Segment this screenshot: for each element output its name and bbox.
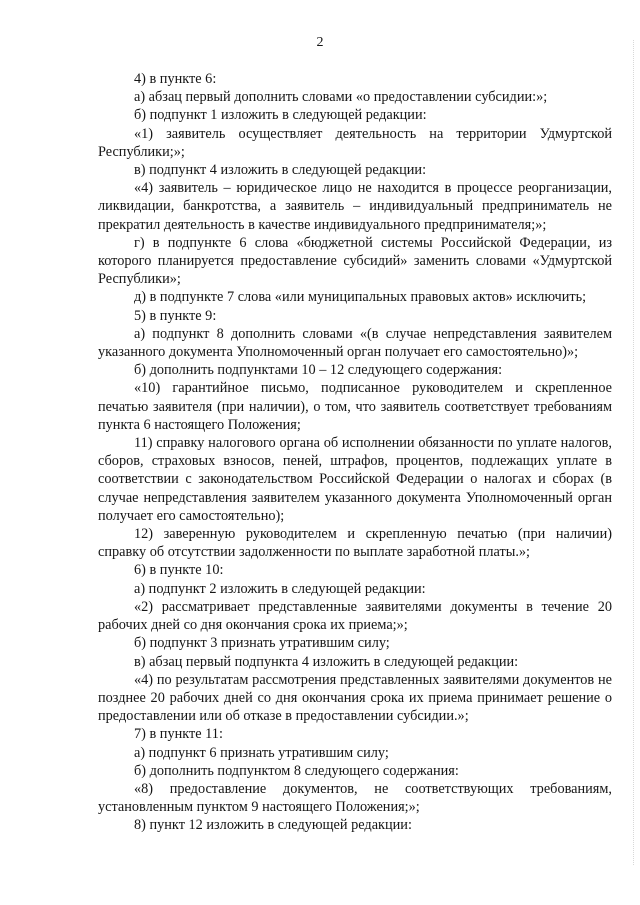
paragraph: б) дополнить подпунктами 10 – 12 следующего содержания:: [134, 362, 503, 379]
paragraph: «4) по результатам рассмотрения представленных заявителями документов не позднее 20 рабочих дней со дня окончания срока их приема принимает решение о предоставлении или об отказе в предоставлении субсидии.»;: [98, 671, 612, 725]
scan-edge-divider: [632, 40, 634, 865]
page-number: 2: [316, 35, 324, 50]
paragraph: в) подпункт 4 изложить в следующей редакции:: [134, 162, 427, 179]
paragraph: 12) заверенную руководителем и скрепленную печатью (при наличии) справку об отсутствии задолженности по выплате заработной платы.»;: [98, 526, 612, 561]
paragraph: 7) в пункте 11:: [134, 726, 223, 743]
paragraph: 6) в пункте 10:: [134, 562, 224, 579]
paragraph: 11) справку налогового органа об исполнении обязанности по уплате налогов, сборов, страховых взносов, пеней, штрафов, процентов, подлежащих уплате в соответствии с законодательством Российской Федерации о налогах и сборах (в случае непредставления заявителем указанного документа Уполномоченный орган получает его самостоятельно);: [98, 435, 612, 524]
paragraph: а) подпункт 2 изложить в следующей редакции:: [134, 580, 426, 597]
paragraph: 8) пункт 12 изложить в следующей редакции:: [134, 817, 412, 834]
paragraph: а) подпункт 6 признать утратившим силу;: [134, 744, 389, 761]
paragraph: «8) предоставление документов, не соответствующих требованиям, установленным пунктом 9 настоящего Положения;»;: [98, 780, 612, 816]
paragraph: б) подпункт 1 изложить в следующей редакции:: [134, 107, 427, 124]
paragraph: в) абзац первый подпункта 4 изложить в следующей редакции:: [134, 653, 519, 670]
paragraph: а) подпункт 8 дополнить словами «(в случае непредставления заявителем указанного документа Уполномоченный орган получает его самостоятельно)»;: [98, 325, 612, 361]
paragraph: «1) заявитель осуществляет деятельность на территории Удмуртской Республики;»;: [98, 125, 612, 160]
paragraph: «4) заявитель – юридическое лицо не находится в процессе реорганизации, ликвидации, банкротства, а заявитель – индивидуальный предприниматель не прекратил деятельность в качестве индивидуального предпринимателя;»;: [98, 180, 612, 233]
paragraph: «10) гарантийное письмо, подписанное руководителем и скрепленное печатью заявителя (при наличии), о том, что заявитель соответствует требованиям пункта 6 настоящего Положения;: [98, 380, 612, 433]
paragraph: а) абзац первый дополнить словами «о предоставлении субсидии:»;: [134, 89, 548, 106]
paragraph: б) дополнить подпунктом 8 следующего содержания:: [134, 762, 459, 779]
paragraph: б) подпункт 3 признать утратившим силу;: [134, 635, 390, 652]
paragraph: г) в подпункте 6 слова «бюджетной системы Российской Федерации, из которого планируется предоставление субсидий» заменить словами «Удмуртской Республики»;: [98, 234, 612, 288]
paragraph: 5) в пункте 9:: [134, 307, 217, 324]
paragraph: д) в подпункте 7 слова «или муниципальных правовых актов» исключить;: [134, 289, 587, 306]
paragraph: «2) рассматривает представленные заявителями документы в течение 20 рабочих дней со дня окончания срока их приема;»;: [98, 598, 612, 634]
paragraph: 4) в пункте 6:: [134, 71, 217, 87]
document-body: [98, 70, 612, 835]
